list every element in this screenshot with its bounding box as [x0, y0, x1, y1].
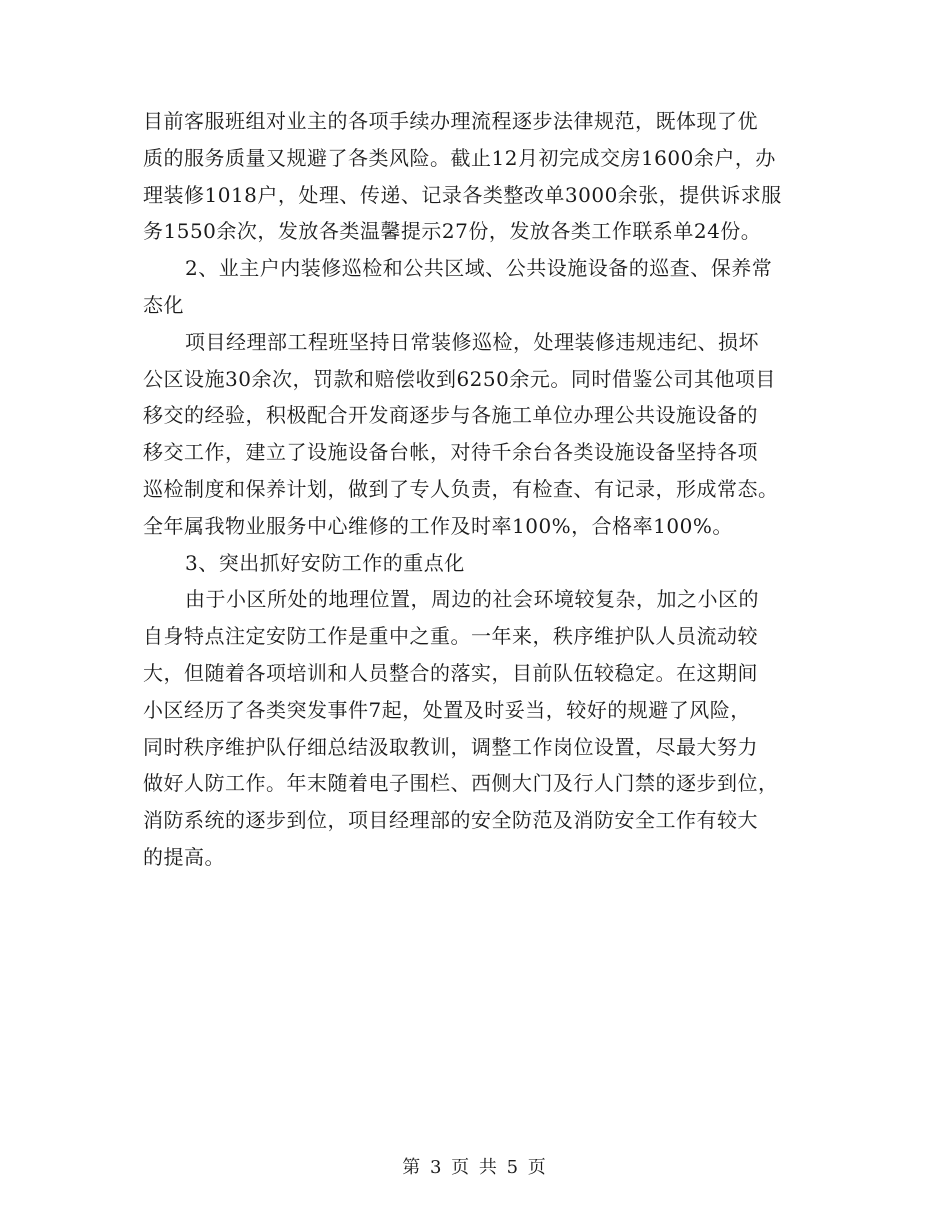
text-line: 项目经理部工程班坚持日常装修巡检，处理装修违规违纪、损坏	[185, 329, 759, 354]
text-line: 全年属我物业服务中心维修的工作及时率100%，合格率100%。	[143, 513, 733, 538]
text-line: 务1550余次，发放各类温馨提示27份，发放各类工作联系单24份。	[143, 219, 762, 244]
text-line: 移交工作，建立了设施设备台帐，对待千余台各类设施设备坚持各项	[143, 440, 758, 465]
text-line: 移交的经验，积极配合开发商逐步与各施工单位办理公共设施设备的	[143, 403, 758, 428]
text-line: 消防系统的逐步到位，项目经理部的安全防范及消防安全工作有较大	[143, 808, 758, 833]
text-line: 理装修1018户，处理、传递、记录各类整改单3000余张，提供诉求服	[143, 182, 782, 207]
section-heading: 3、突出抓好安防工作的重点化	[185, 550, 465, 575]
page-number-footer: 第 3 页 共 5 页	[402, 1157, 548, 1178]
text-line: 质的服务质量又规避了各类风险。截止12月初完成交房1600余户，办	[143, 145, 776, 170]
text-line: 小区经历了各类突发事件7起，处置及时妥当，较好的规避了风险，	[143, 697, 751, 722]
text-line: 自身特点注定安防工作是重中之重。一年来，秩序维护队人员流动较	[143, 624, 758, 649]
text-line: 同时秩序维护队仔细总结汲取教训，调整工作岗位设置，尽最大努力	[143, 734, 758, 759]
text-line: 做好人防工作。年末随着电子围栏、西侧大门及行人门禁的逐步到位，	[143, 771, 779, 796]
document-body	[143, 103, 811, 876]
text-line: 由于小区所处的地理位置，周边的社会环境较复杂，加之小区的	[185, 587, 759, 612]
section-heading-continued: 态化	[143, 292, 184, 317]
text-line: 的提高。	[143, 844, 225, 869]
text-line: 目前客服班组对业主的各项手续办理流程逐步法律规范，既体现了优	[143, 109, 758, 133]
text-line: 巡检制度和保养计划，做到了专人负责，有检查、有记录，形成常态。	[143, 476, 779, 501]
text-line: 大，但随着各项培训和人员整合的落实，目前队伍较稳定。在这期间	[143, 660, 758, 685]
text-line: 公区设施30余次，罚款和赔偿收到6250余元。同时借鉴公司其他项目	[143, 366, 776, 391]
section-heading: 2、业主户内装修巡检和公共区域、公共设施设备的巡查、保养常	[185, 256, 773, 281]
